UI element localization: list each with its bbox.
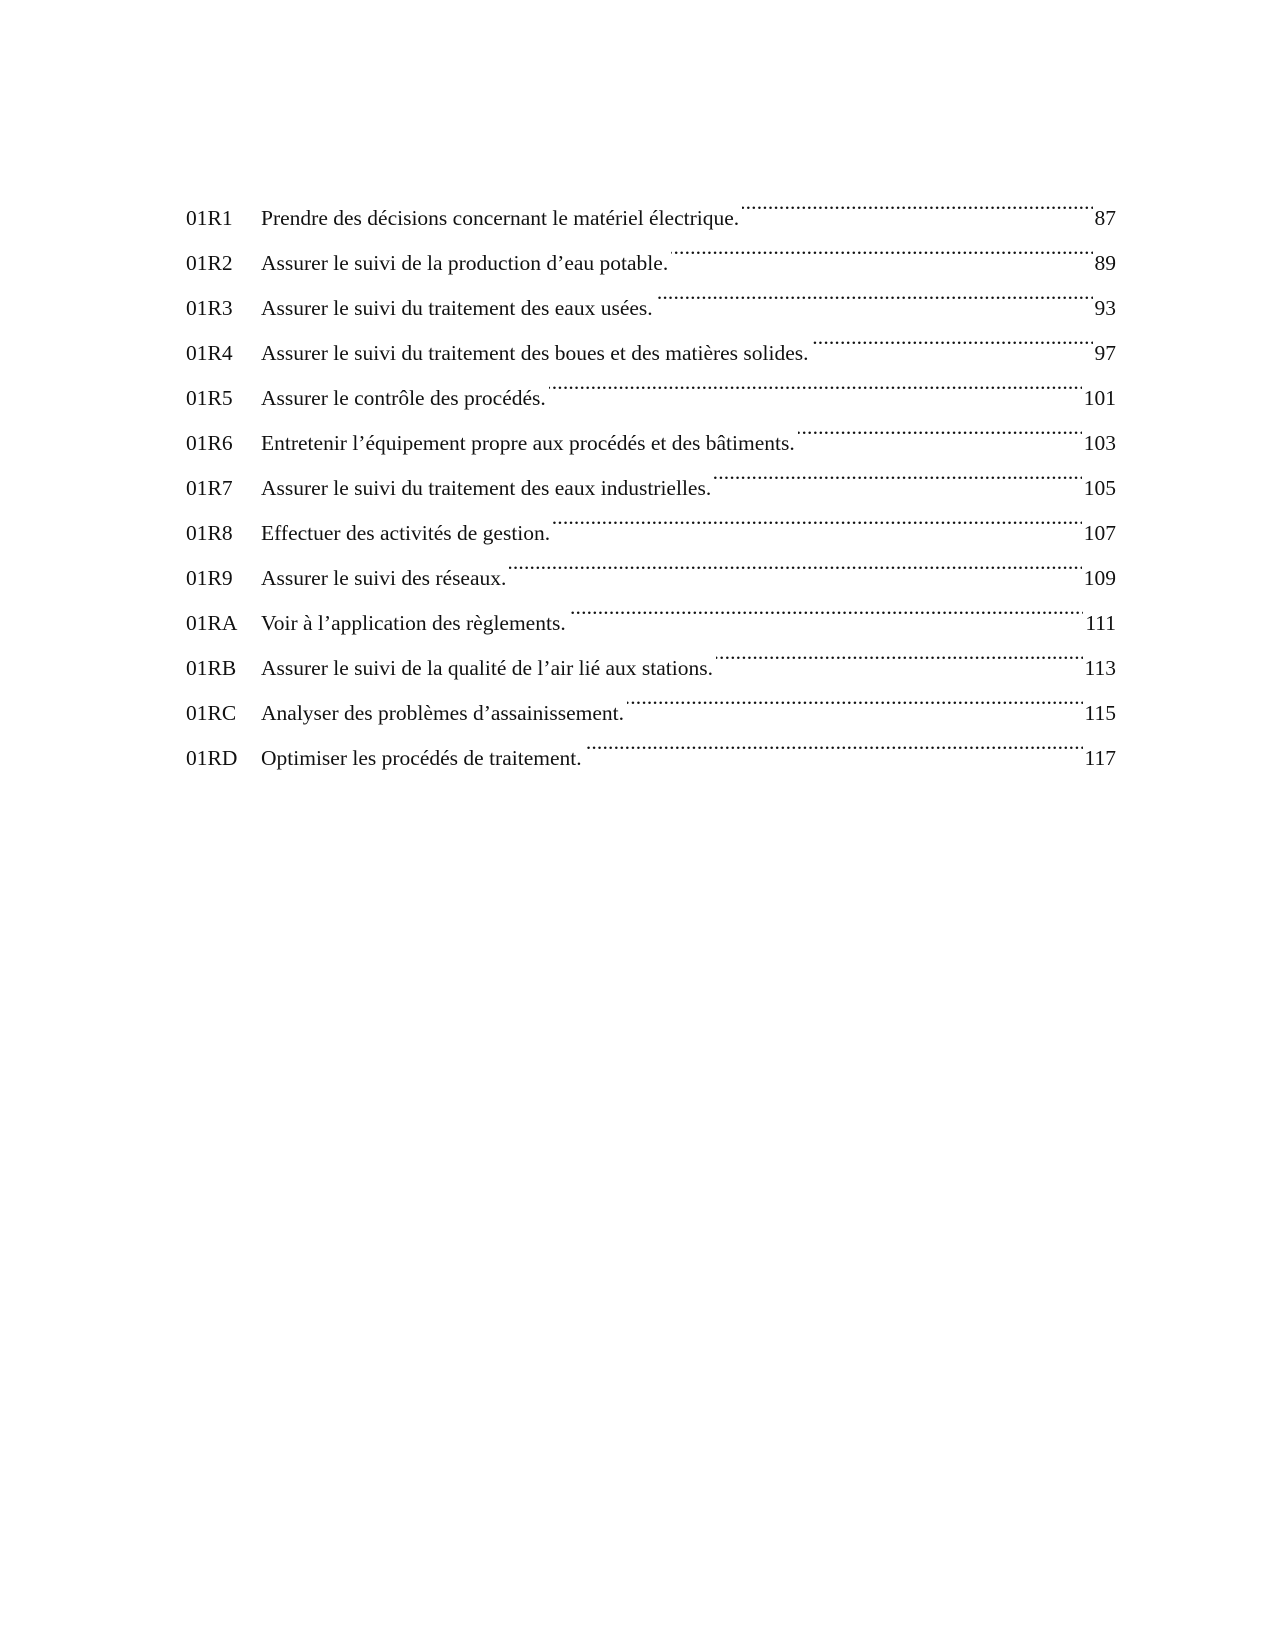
toc-entry-title: Assurer le contrôle des procédés. — [261, 386, 546, 410]
toc-entry-title: Voir à l’application des règlements. — [261, 611, 566, 635]
toc-entry-title: Assurer le suivi des réseaux. — [261, 566, 507, 590]
toc-dot-leader — [742, 180, 1092, 225]
toc-entry-code: 01R9 — [186, 566, 233, 590]
toc-dot-leader — [714, 450, 1082, 495]
toc-entry-code: 01RD — [186, 746, 238, 770]
toc-entry-code: 01R3 — [186, 296, 233, 320]
toc-dot-leader — [812, 315, 1093, 360]
toc-dot-leader — [656, 270, 1093, 315]
toc-entry-page: 117 — [1084, 746, 1116, 770]
toc-entry-code: 01R1 — [186, 206, 233, 230]
toc-entry-page: 109 — [1083, 566, 1116, 590]
toc-entry-title: Assurer le suivi du traitement des eaux usées. — [261, 296, 653, 320]
toc-dot-leader — [671, 225, 1092, 270]
toc-entry-page: 93 — [1094, 296, 1116, 320]
toc-entry-title: Assurer le suivi de la qualité de l’air lié aux stations. — [261, 656, 713, 680]
toc-entry-code: 01R8 — [186, 521, 233, 545]
toc-entry-code: 01RC — [186, 701, 237, 725]
toc-entry-page: 97 — [1094, 341, 1116, 365]
toc-entry-page: 89 — [1094, 251, 1116, 275]
toc-entry-code: 01R7 — [186, 476, 233, 500]
toc-dot-leader — [549, 360, 1082, 405]
toc-entry-title: Entretenir l’équipement propre aux procédés et des bâtiments. — [261, 431, 795, 455]
toc-entry-title: Analyser des problèmes d’assainissement. — [261, 701, 625, 725]
toc-entry-code: 01RB — [186, 656, 237, 680]
toc-entry-page: 107 — [1083, 521, 1116, 545]
toc-entry-title: Assurer le suivi du traitement des boues et des matières solides. — [261, 341, 809, 365]
toc-entry-title: Assurer le suivi de la production d’eau potable. — [261, 251, 669, 275]
toc-entry-code: 01R2 — [186, 251, 233, 275]
toc-entry-page: 105 — [1083, 476, 1116, 500]
toc-dot-leader — [627, 675, 1083, 720]
toc-dot-leader — [716, 630, 1083, 675]
toc-entry-title: Effectuer des activités de gestion. — [261, 521, 551, 545]
toc-dot-leader — [798, 405, 1082, 450]
toc-entry-page: 111 — [1085, 611, 1116, 635]
toc-entry-page: 87 — [1094, 206, 1116, 230]
toc-entry-title: Assurer le suivi du traitement des eaux industrielles. — [261, 476, 712, 500]
toc-dot-leader — [553, 495, 1082, 540]
toc-entry-page: 103 — [1083, 431, 1116, 455]
toc-entry-title: Optimiser les procédés de traitement. — [261, 746, 582, 770]
toc-dot-leader — [585, 720, 1083, 765]
toc-entry-page: 115 — [1084, 701, 1116, 725]
toc-entry-code: 01RA — [186, 611, 238, 635]
toc-entry-code: 01R5 — [186, 386, 233, 410]
toc-entry-code: 01R4 — [186, 341, 233, 365]
toc-entry-title: Prendre des décisions concernant le matériel électrique. — [261, 206, 740, 230]
toc-entry-page: 113 — [1084, 656, 1116, 680]
toc-entry-page: 101 — [1083, 386, 1116, 410]
table-of-contents — [186, 180, 1116, 770]
toc-entry-code: 01R6 — [186, 431, 233, 455]
toc-dot-leader — [509, 540, 1081, 585]
toc-entry[interactable] — [186, 180, 1116, 230]
toc-dot-leader — [569, 585, 1084, 630]
